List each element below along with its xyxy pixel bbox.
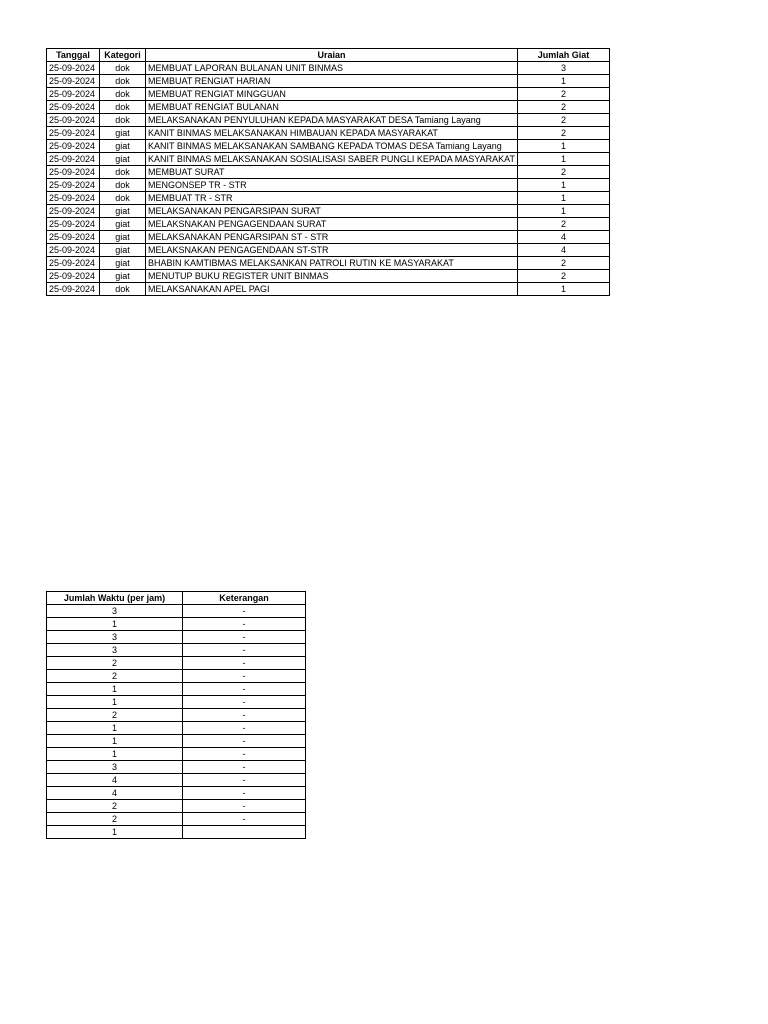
cell-jumlah-giat: 2	[518, 166, 610, 179]
cell-jumlah-giat: 2	[518, 257, 610, 270]
cell-tanggal: 25-09-2024	[47, 153, 100, 166]
cell-jumlah-giat: 4	[518, 244, 610, 257]
cell-tanggal: 25-09-2024	[47, 127, 100, 140]
cell-uraian: MEMBUAT RENGIAT BULANAN	[146, 101, 518, 114]
cell-kategori: dok	[100, 283, 146, 296]
cell-uraian: KANIT BINMAS MELAKSANAKAN SAMBANG KEPADA TOMAS DESA Tamiang Layang	[146, 140, 518, 153]
table-row	[47, 179, 610, 192]
cell-tanggal: 25-09-2024	[47, 192, 100, 205]
cell-uraian: MEMBUAT SURAT	[146, 166, 518, 179]
table-row	[47, 270, 610, 283]
cell-kategori: giat	[100, 231, 146, 244]
table-row	[47, 88, 610, 101]
activity-header-row	[47, 49, 610, 62]
cell-keterangan: -	[183, 722, 306, 735]
header-kategori: Kategori	[100, 49, 146, 62]
table-row	[47, 605, 306, 618]
table-row	[47, 644, 306, 657]
cell-jumlah-waktu: 4	[47, 787, 183, 800]
cell-jumlah-waktu: 2	[47, 709, 183, 722]
table-row	[47, 62, 610, 75]
cell-uraian: KANIT BINMAS MELAKSANAKAN HIMBAUAN KEPADA MASYARAKAT	[146, 127, 518, 140]
cell-keterangan: -	[183, 644, 306, 657]
header-uraian: Uraian	[146, 49, 518, 62]
cell-uraian: MENUTUP BUKU REGISTER UNIT BINMAS	[146, 270, 518, 283]
table-row	[47, 153, 610, 166]
cell-keterangan: -	[183, 670, 306, 683]
cell-tanggal: 25-09-2024	[47, 75, 100, 88]
cell-keterangan: -	[183, 800, 306, 813]
table-row	[47, 618, 306, 631]
cell-uraian: MEMBUAT RENGIAT MINGGUAN	[146, 88, 518, 101]
cell-uraian: MEMBUAT LAPORAN BULANAN UNIT BINMAS	[146, 62, 518, 75]
header-keterangan: Keterangan	[183, 592, 306, 605]
activity-table	[46, 48, 610, 296]
cell-jumlah-waktu: 1	[47, 748, 183, 761]
table-row	[47, 114, 610, 127]
cell-jumlah-giat: 1	[518, 192, 610, 205]
table-row	[47, 75, 610, 88]
cell-kategori: dok	[100, 166, 146, 179]
cell-kategori: dok	[100, 62, 146, 75]
cell-kategori: dok	[100, 101, 146, 114]
cell-uraian: MELAKSANAKAN APEL PAGI	[146, 283, 518, 296]
table-row	[47, 631, 306, 644]
cell-kategori: giat	[100, 218, 146, 231]
cell-tanggal: 25-09-2024	[47, 179, 100, 192]
table-row	[47, 748, 306, 761]
cell-uraian: MELAKSANAKAN PENGARSIPAN ST - STR	[146, 231, 518, 244]
cell-keterangan: -	[183, 605, 306, 618]
table-row	[47, 722, 306, 735]
cell-keterangan: -	[183, 631, 306, 644]
table-row	[47, 826, 306, 839]
header-tanggal: Tanggal	[47, 49, 100, 62]
cell-keterangan: -	[183, 618, 306, 631]
cell-uraian: MEMBUAT TR - STR	[146, 192, 518, 205]
cell-kategori: dok	[100, 179, 146, 192]
cell-jumlah-waktu: 2	[47, 800, 183, 813]
cell-tanggal: 25-09-2024	[47, 244, 100, 257]
time-table	[46, 591, 306, 839]
cell-keterangan: -	[183, 787, 306, 800]
cell-jumlah-giat: 2	[518, 270, 610, 283]
cell-keterangan: -	[183, 748, 306, 761]
cell-jumlah-giat: 3	[518, 62, 610, 75]
table-row	[47, 166, 610, 179]
cell-jumlah-waktu: 4	[47, 774, 183, 787]
cell-keterangan: -	[183, 735, 306, 748]
cell-tanggal: 25-09-2024	[47, 257, 100, 270]
cell-kategori: dok	[100, 75, 146, 88]
table-row	[47, 140, 610, 153]
cell-tanggal: 25-09-2024	[47, 231, 100, 244]
cell-tanggal: 25-09-2024	[47, 205, 100, 218]
table-row	[47, 709, 306, 722]
cell-jumlah-giat: 1	[518, 179, 610, 192]
cell-jumlah-waktu: 2	[47, 657, 183, 670]
cell-keterangan: -	[183, 774, 306, 787]
table-row	[47, 192, 610, 205]
table-row	[47, 657, 306, 670]
cell-kategori: giat	[100, 257, 146, 270]
cell-jumlah-waktu: 3	[47, 631, 183, 644]
cell-jumlah-giat: 1	[518, 75, 610, 88]
cell-tanggal: 25-09-2024	[47, 166, 100, 179]
table-row	[47, 283, 610, 296]
cell-kategori: dok	[100, 114, 146, 127]
cell-keterangan: -	[183, 683, 306, 696]
cell-tanggal: 25-09-2024	[47, 88, 100, 101]
cell-tanggal: 25-09-2024	[47, 283, 100, 296]
cell-jumlah-giat: 4	[518, 231, 610, 244]
cell-jumlah-giat: 1	[518, 283, 610, 296]
cell-tanggal: 25-09-2024	[47, 101, 100, 114]
header-jumlah-waktu: Jumlah Waktu (per jam)	[47, 592, 183, 605]
table-row	[47, 696, 306, 709]
cell-jumlah-waktu: 3	[47, 605, 183, 618]
cell-jumlah-giat: 2	[518, 114, 610, 127]
cell-uraian: MELAKSNAKAN PENGAGENDAAN SURAT	[146, 218, 518, 231]
cell-keterangan: -	[183, 761, 306, 774]
cell-tanggal: 25-09-2024	[47, 140, 100, 153]
cell-keterangan: -	[183, 657, 306, 670]
table-row	[47, 257, 610, 270]
table-row	[47, 101, 610, 114]
cell-jumlah-waktu: 3	[47, 761, 183, 774]
table-row	[47, 761, 306, 774]
cell-kategori: dok	[100, 88, 146, 101]
cell-kategori: dok	[100, 192, 146, 205]
cell-jumlah-giat: 2	[518, 101, 610, 114]
cell-jumlah-giat: 2	[518, 127, 610, 140]
table-row	[47, 813, 306, 826]
table-row	[47, 800, 306, 813]
cell-kategori: giat	[100, 205, 146, 218]
cell-jumlah-giat: 1	[518, 140, 610, 153]
cell-keterangan: -	[183, 709, 306, 722]
cell-uraian: MENGONSEP TR - STR	[146, 179, 518, 192]
table-row	[47, 670, 306, 683]
cell-keterangan	[183, 826, 306, 839]
cell-jumlah-waktu: 1	[47, 618, 183, 631]
table-row	[47, 244, 610, 257]
table-row	[47, 127, 610, 140]
cell-jumlah-giat: 1	[518, 153, 610, 166]
cell-jumlah-waktu: 1	[47, 826, 183, 839]
cell-keterangan: -	[183, 696, 306, 709]
cell-uraian: MELAKSANAKAN PENGARSIPAN SURAT	[146, 205, 518, 218]
table-row	[47, 787, 306, 800]
cell-tanggal: 25-09-2024	[47, 62, 100, 75]
cell-kategori: giat	[100, 153, 146, 166]
table-row	[47, 205, 610, 218]
cell-kategori: giat	[100, 140, 146, 153]
cell-jumlah-giat: 2	[518, 88, 610, 101]
cell-jumlah-waktu: 2	[47, 670, 183, 683]
time-header-row	[47, 592, 306, 605]
cell-uraian: MEMBUAT RENGIAT HARIAN	[146, 75, 518, 88]
cell-tanggal: 25-09-2024	[47, 114, 100, 127]
cell-jumlah-waktu: 2	[47, 813, 183, 826]
table-row	[47, 218, 610, 231]
cell-jumlah-giat: 1	[518, 205, 610, 218]
table-row	[47, 683, 306, 696]
cell-uraian: MELAKSNAKAN PENGAGENDAAN ST-STR	[146, 244, 518, 257]
cell-jumlah-waktu: 1	[47, 696, 183, 709]
cell-jumlah-waktu: 3	[47, 644, 183, 657]
table-row	[47, 774, 306, 787]
cell-tanggal: 25-09-2024	[47, 218, 100, 231]
cell-jumlah-waktu: 1	[47, 683, 183, 696]
cell-uraian: MELAKSANAKAN PENYULUHAN KEPADA MASYARAKAT DESA Tamiang Layang	[146, 114, 518, 127]
table-row	[47, 231, 610, 244]
cell-uraian: KANIT BINMAS MELAKSANAKAN SOSIALISASI SABER PUNGLI KEPADA MASYARAKAT	[146, 153, 518, 166]
cell-jumlah-waktu: 1	[47, 735, 183, 748]
cell-kategori: giat	[100, 244, 146, 257]
cell-jumlah-giat: 2	[518, 218, 610, 231]
cell-tanggal: 25-09-2024	[47, 270, 100, 283]
cell-kategori: giat	[100, 270, 146, 283]
table-row	[47, 735, 306, 748]
header-jumlah-giat: Jumlah Giat	[518, 49, 610, 62]
cell-jumlah-waktu: 1	[47, 722, 183, 735]
cell-keterangan: -	[183, 813, 306, 826]
cell-kategori: giat	[100, 127, 146, 140]
cell-uraian: BHABIN KAMTIBMAS MELAKSANKAN PATROLI RUTIN KE MASYARAKAT	[146, 257, 518, 270]
